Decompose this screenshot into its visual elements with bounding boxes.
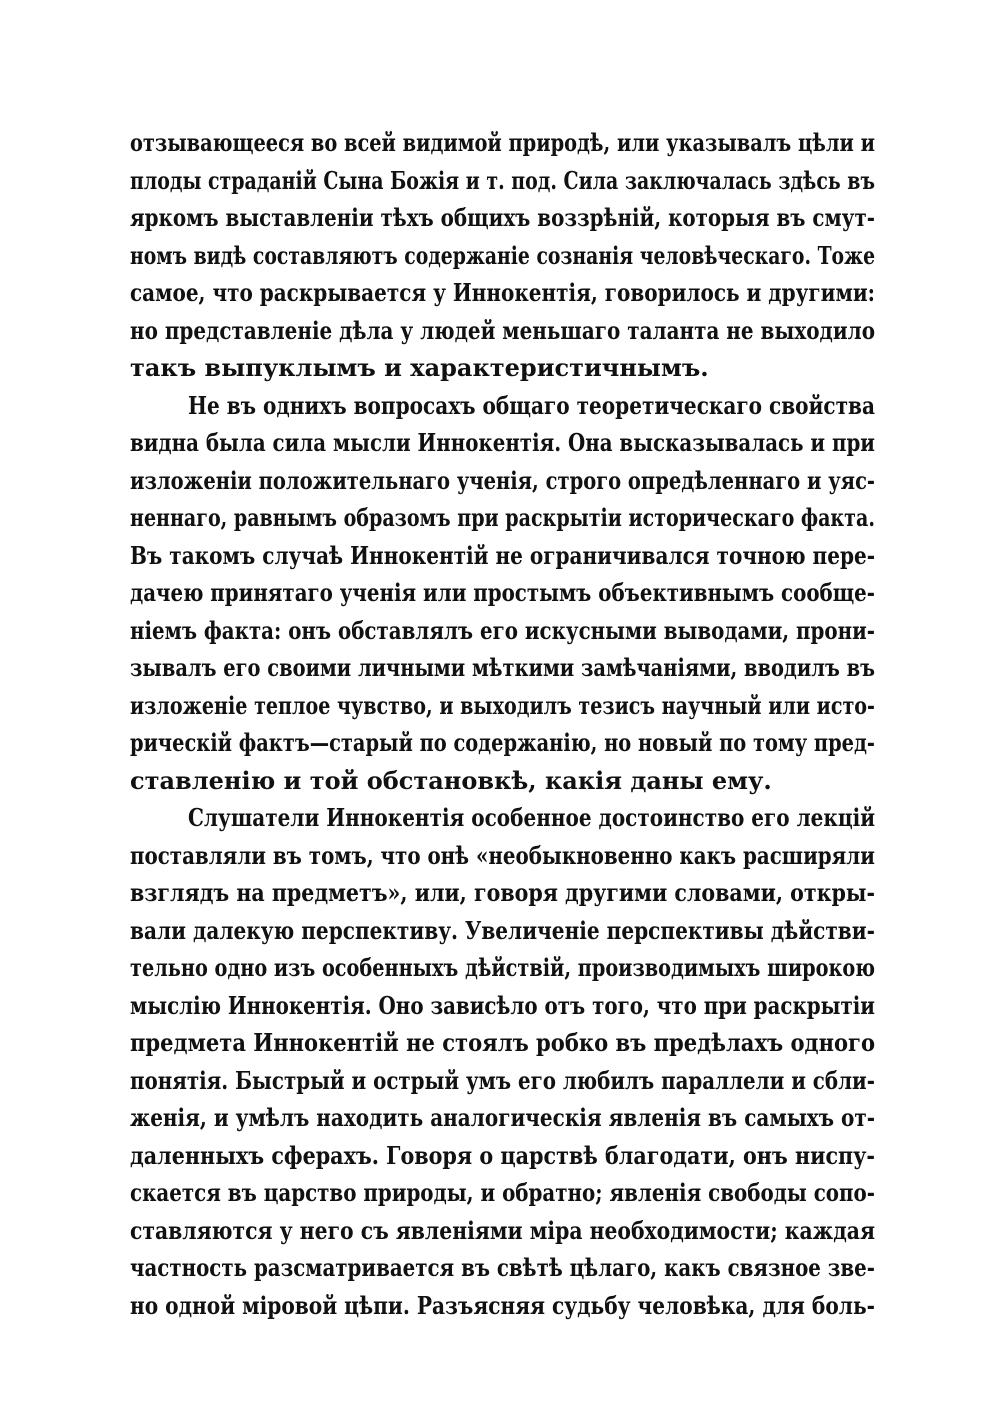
line-text: изложеніе теплое чувство, и выходилъ тезисъ научный или исто- bbox=[130, 690, 875, 720]
text-line bbox=[130, 916, 875, 954]
line-text: женія, и умѣлъ находить аналогическія явленія въ самыхъ от- bbox=[130, 1103, 876, 1132]
text-line bbox=[130, 878, 875, 916]
line-text: номъ видѣ составляютъ содержаніе сознанія человѣческаго. Тоже bbox=[130, 240, 876, 270]
line-text: зывалъ его своими личными мѣткими замѣчаніями, вводилъ въ bbox=[130, 653, 876, 682]
text-line bbox=[130, 1141, 875, 1179]
text-line bbox=[130, 766, 875, 804]
line-text: дачею принятаго ученія или простымъ объективнымъ сообще- bbox=[130, 578, 875, 607]
text-line bbox=[130, 953, 875, 991]
text-line bbox=[130, 991, 875, 1029]
text-line bbox=[130, 166, 875, 204]
line-text: ставленію и той обстановкѣ, какія даны ему. bbox=[130, 765, 772, 795]
line-text: Слушатели Иннокентія особенное достоинство его лекцій bbox=[188, 803, 876, 832]
line-text: ставляются у него съ явленіями міра необходимости; каждая bbox=[130, 1215, 875, 1245]
body-text bbox=[130, 128, 875, 1328]
line-text: плоды страданій Сына Божія и т. под. Сила заключалась здѣсь въ bbox=[130, 165, 875, 195]
text-line bbox=[130, 803, 875, 841]
line-text: мыслію Иннокентія. Оно зависѣло отъ того, что при раскрытіи bbox=[130, 990, 876, 1020]
line-text: вали далекую перспективу. Увеличеніе перспективы дѣйстви- bbox=[130, 915, 875, 945]
text-line bbox=[130, 1291, 875, 1329]
text-line bbox=[130, 841, 875, 879]
text-line bbox=[130, 728, 875, 766]
line-text: взглядъ на предметъ», или, говоря другими словами, откры- bbox=[130, 878, 875, 907]
text-line bbox=[130, 278, 875, 316]
text-line bbox=[130, 203, 875, 241]
line-text: рическій фактъ—старый по содержанію, но новый по тому пред- bbox=[130, 728, 875, 757]
line-text: частность разсматривается въ свѣтѣ цѣлаго, какъ связное зве- bbox=[130, 1253, 875, 1282]
line-text: тельно одно изъ особенныхъ дѣйствій, производимыхъ широкою bbox=[130, 953, 875, 982]
text-line bbox=[130, 1253, 875, 1291]
text-line bbox=[130, 616, 875, 654]
text-line bbox=[130, 578, 875, 616]
text-line bbox=[130, 391, 875, 429]
text-line bbox=[130, 353, 875, 391]
text-line bbox=[130, 316, 875, 354]
line-text: изложеніи положительнаго ученія, строго опредѣленнаго и уяс- bbox=[130, 465, 876, 495]
text-line bbox=[130, 691, 875, 729]
text-line bbox=[130, 1066, 875, 1104]
line-text: скается въ царство природы, и обратно; явленія свободы сопо- bbox=[130, 1178, 875, 1207]
text-line bbox=[130, 541, 875, 579]
text-line bbox=[130, 503, 875, 541]
line-text: видна была сила мысли Иннокентія. Она высказывалась и при bbox=[130, 428, 875, 457]
text-line bbox=[130, 466, 875, 504]
line-text: Въ такомъ случаѣ Иннокентій не ограничивался точною пере- bbox=[130, 540, 876, 570]
line-text: предмета Иннокентій не стоялъ робко въ предѣлахъ одного bbox=[130, 1028, 875, 1057]
line-text: поставляли въ томъ, что онѣ «необыкновенно какъ расширяли bbox=[130, 840, 875, 870]
text-line bbox=[130, 428, 875, 466]
line-text: даленныхъ сферахъ. Говоря о царствѣ благодати, онъ ниспу- bbox=[130, 1140, 876, 1170]
text-line bbox=[130, 653, 875, 691]
line-text: но представленіе дѣла у людей меньшаго таланта не выходило bbox=[130, 315, 875, 345]
line-text: ніемъ факта: онъ обставлялъ его искусными выводами, прони- bbox=[130, 615, 876, 645]
text-line bbox=[130, 1216, 875, 1254]
line-text: самое, что раскрывается у Иннокентія, говорилось и другими: bbox=[130, 278, 876, 307]
text-line bbox=[130, 128, 875, 166]
line-text: яркомъ выставленіи тѣхъ общихъ воззрѣній, которыя въ смут- bbox=[130, 203, 875, 232]
line-text: такъ выпуклымъ и характеристичнымъ. bbox=[130, 353, 709, 382]
text-line bbox=[130, 1028, 875, 1066]
text-line bbox=[130, 1178, 875, 1216]
text-line bbox=[130, 241, 875, 279]
text-line bbox=[130, 1103, 875, 1141]
line-text: понятія. Быстрый и острый умъ его любилъ параллели и сбли- bbox=[130, 1065, 875, 1095]
line-text: Не въ однихъ вопросахъ общаго теоретическаго свойства bbox=[188, 390, 875, 420]
line-text: неннаго, равнымъ образомъ при раскрытіи историческаго факта. bbox=[130, 503, 875, 532]
line-text: но одной міровой цѣпи. Разъясняя судьбу человѣка, для боль- bbox=[130, 1290, 876, 1320]
line-text: отзывающееся во всей видимой природѣ, или указывалъ цѣли и bbox=[130, 128, 876, 157]
